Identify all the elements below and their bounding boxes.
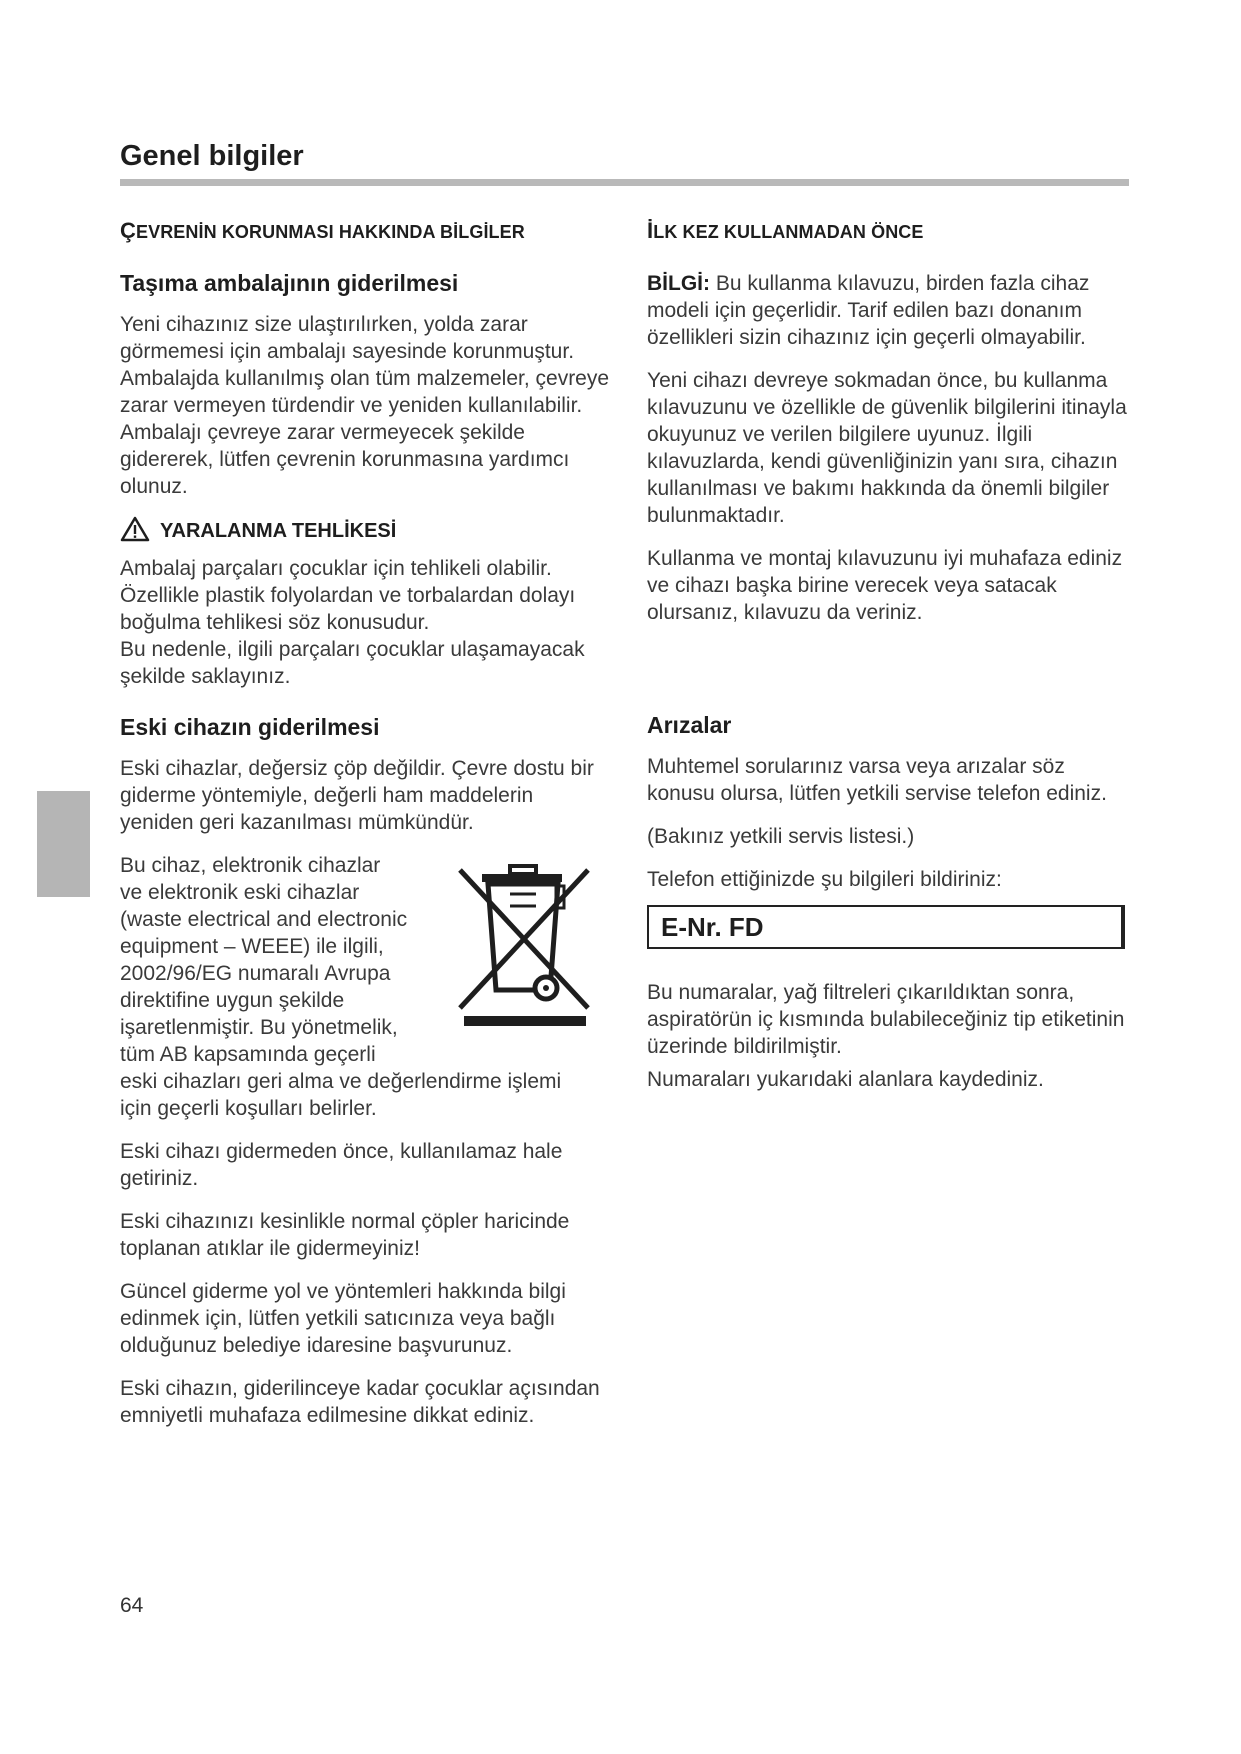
faults-title: Arızalar [647,712,732,738]
weee-line: equipment – WEEE) ile ilgili, [120,935,384,958]
title-rule [120,179,1129,186]
disposal-paragraph-6: Eski cihazın, giderilinceye kadar çocuklar açısından emniyetli muhafaza edilmesine dikkat ediniz. [120,1377,600,1427]
info-paragraph [647,270,1137,351]
disposal-paragraph-1: Eski cihazlar, değersiz çöp değildir. Çevre dostu bir giderme yöntemiyle, değerli ham maddelerin yeniden geri kazanılması mümkündür. [120,757,594,834]
weee-line: tüm AB kapsamında geçerli [120,1043,376,1066]
right-column [647,218,1137,1109]
disposal-paragraph-5: Güncel giderme yol ve yöntemleri hakkında bilgi edinmek için, lütfen yetkili satıcınıza veya bağlı olduğunuz belediye idaresine başvurunuz. [120,1280,566,1357]
faults-paragraph-5: Numaraları yukarıdaki alanlara kaydediniz. [647,1068,1044,1091]
first-use-heading-initial: İ [647,218,654,243]
warning-triangle-icon [120,516,150,547]
faults-paragraph-1: Muhtemel sorularınız varsa veya arızalar söz konusu olursa, lütfen yetkili servise telefon ediniz. [647,755,1107,805]
page-title: Genel bilgiler [120,140,304,172]
disposal-paragraph-3: Eski cihazı gidermeden önce, kullanılamaz hale getiriniz. [120,1140,563,1190]
info-text: Bu kullanma kılavuzu, birden fazla cihaz modeli için geçerlidir. Tarif edilen bazı donanım özellikleri sizin cihazınız için geçerli olmayabilir. [647,272,1090,349]
weee-line: Bu cihaz, elektronik cihazlar [120,854,381,877]
weee-line: için geçerli koşulları belirler. [120,1097,377,1120]
weee-line: direktifine uygun şekilde [120,989,345,1012]
faults-paragraph-3: Telefon ettiğinizde şu bilgileri bildiriniz: [647,868,1002,891]
weee-block [120,852,610,1122]
warning-header [120,516,610,547]
page-number: 64 [120,1594,144,1617]
enr-fd-label: E-Nr. FD [661,911,764,942]
weee-line: 2002/96/EG numaralı Avrupa [120,962,391,985]
warning-paragraph: Ambalaj parçaları çocuklar için tehlikeli olabilir. Özellikle plastik folyolardan ve torbalardan dolayı boğulma tehlikesi söz konusudur. [120,557,576,634]
faults-paragraph-2: (Bakınız yetkili servis listesi.) [647,825,915,848]
packaging-title: Taşıma ambalajının giderilmesi [120,270,459,296]
warning-paragraph-2: Bu nedenle, ilgili parçaları çocuklar ulaşamayacak şekilde saklayınız. [120,638,585,688]
weee-crossed-bin-icon [450,860,600,1035]
weee-line: ve elektronik eski cihazlar [120,881,360,904]
disposal-title: Eski cihazın giderilmesi [120,714,380,740]
info-label: BİLGİ: [647,272,710,295]
faults-paragraph-4: Bu numaralar, yağ filtreleri çıkarıldıktan sonra, aspiratörün iç kısmında bulabileceğiniz tip etiketinin üzerinde bildirilmiştir. [647,981,1125,1058]
environment-heading-initial: Ç [120,218,136,243]
first-use-heading [647,218,1137,244]
weee-line: eski cihazları geri alma ve değerlendirme işlemi [120,1070,562,1093]
first-use-heading-rest: LK KEZ KULLANMADAN ÖNCE [653,222,924,242]
packaging-paragraph: Yeni cihazınız size ulaştırılırken, yolda zarar görmemesi için ambalajı sayesinde korunmuştur. Ambalajda kullanılmış olan tüm malzemeler, çevreye zarar vermeyen türdendir ve yeniden kullanılabilir. Ambalajı çevreye zarar vermeyecek şekilde gidererek, lütfen çevrenin korunmasına yardımcı olunuz. [120,313,610,498]
weee-line: (waste electrical and electronic [120,908,408,931]
left-column [120,218,610,1445]
first-use-paragraph-1: Yeni cihazı devreye sokmadan önce, bu kullanma kılavuzunu ve özellikle de güvenlik bilgilerini itinayla okuyunuz ve verilen bilgilere uyunuz. İlgili kılavuzlarda, kendi güvenliğinizin yanı sıra, cihazın kullanılması ve bakımı hakkında da önemli bilgiler bulunmaktadır. [647,369,1127,527]
warning-label: YARALANMA TEHLİKESİ [160,520,397,542]
enr-fd-field[interactable] [647,905,1125,949]
disposal-paragraph-4: Eski cihazınızı kesinlikle normal çöpler haricinde toplanan atıklar ile gidermeyiniz! [120,1210,570,1260]
weee-line: işaretlenmiştir. Bu yönetmelik, [120,1016,398,1039]
first-use-paragraph-2: Kullanma ve montaj kılavuzunu iyi muhafaza ediniz ve cihazı başka birine verecek veya satacak olursanız, kılavuzu da veriniz. [647,547,1123,624]
side-tab-marker [37,791,90,897]
environment-heading-rest: EVRENİN KORUNMASI HAKKINDA BİLGİLER [136,222,525,242]
environment-heading [120,218,610,244]
